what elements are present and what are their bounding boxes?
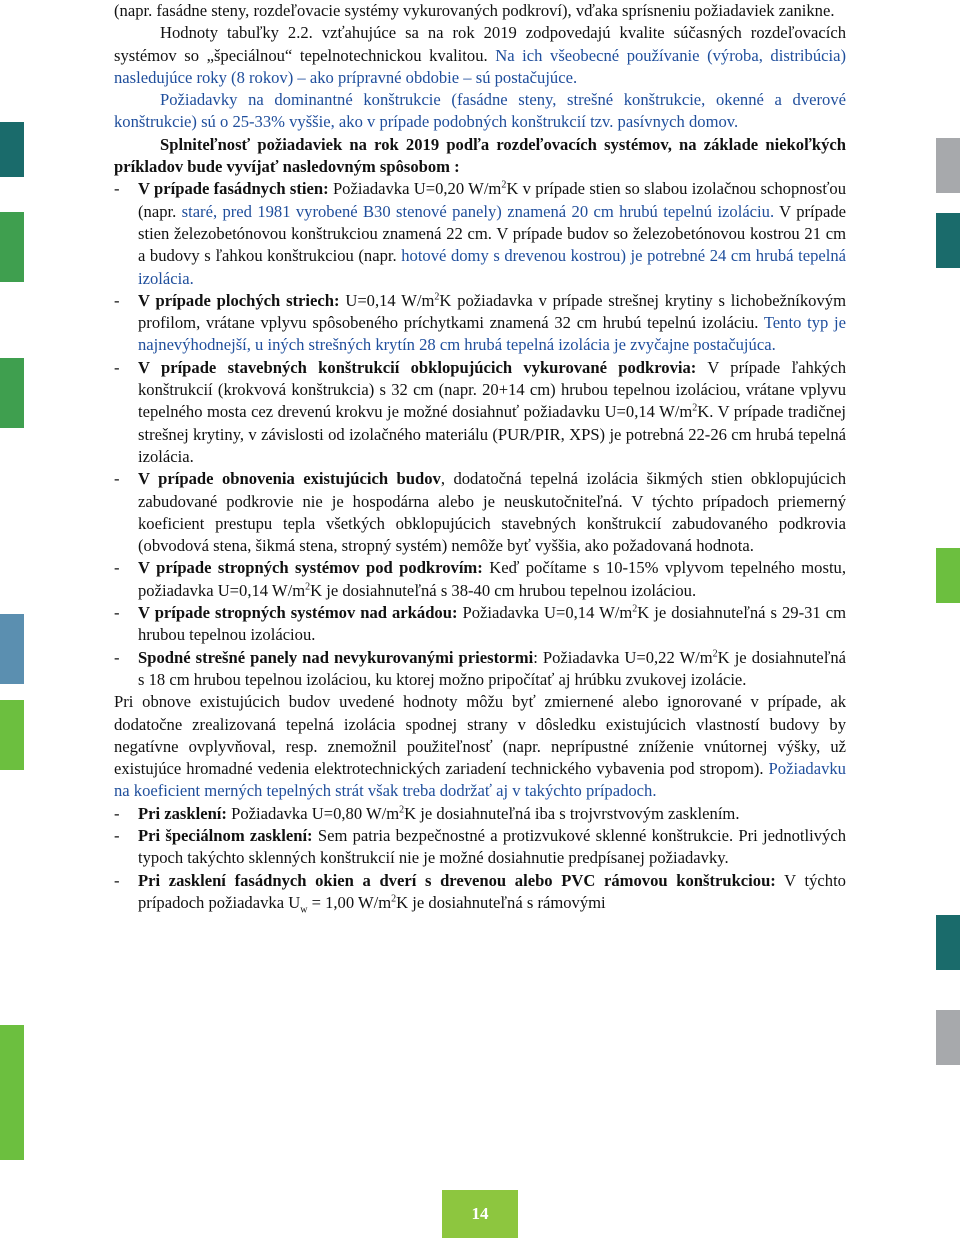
- list-item-title: Pri zasklení fasádnych okien a dverí s drevenou alebo PVC rámovou konštrukciou:: [138, 870, 776, 890]
- list-dash: -: [114, 179, 120, 199]
- list-dash: -: [114, 647, 120, 667]
- requirements-list: [114, 178, 846, 691]
- list-item-text: hotové domy s drevenou kostrou) je potrebné 24 cm hrubá tepelná izolácia.: [138, 246, 847, 288]
- superscript: 2: [434, 291, 440, 303]
- list-item-text: Keď počítame s 10-15% vplyvom tepelného mostu, požiadavka U=0,14 W/m: [138, 558, 846, 600]
- paragraph-2: [114, 22, 846, 89]
- list-item-text: Sem patria bezpečnostné a protizvukové sklenné konštrukcie. Pri jednotlivých typoch takýchto sklenných konštrukcií nie je možné dosiahnutie predpísanej požiadavky.: [138, 825, 846, 868]
- decor-bar-left-green-3: [0, 700, 24, 770]
- list-item-text: K v prípade stien so slabou izolačnou schopnosťou (napr.: [138, 179, 847, 221]
- paragraph-3: Požiadavky na dominantné konštrukcie (fasádne steny, strešné konštrukcie, okenné a dverové konštrukcie) sú o 25-33% vyššie, ako v prípade podobných konštrukcií tzv. pasívnych domov.: [114, 90, 846, 132]
- list-dash: -: [114, 290, 120, 310]
- paragraph-5-b: Požiadavku na koeficient merných tepelných strát však treba dodržať aj v takýchto prípadoch.: [114, 759, 846, 801]
- paragraph-5-a: Pri obnove existujúcich budov uvedené hodnoty môžu byť zmiernené alebo ignorované v prípade, ak dodatočne zrealizovaná tepelná izolácia spodnej strany v dôsledku existujúcich vlastností budovy by negatívne ovplyvňoval, resp. znemožnil použiteľnosť (napr. neprípustné zníženie vnútornej výšky, už existujúce hromadné vedenia elektrotechnických zariadení technického vybavenia pod stropom).: [114, 692, 846, 779]
- superscript: 2: [692, 402, 698, 414]
- decor-bar-left-green-1: [0, 212, 24, 282]
- subscript: w: [300, 904, 308, 916]
- list-dash: -: [114, 870, 120, 890]
- list-item-text: Požiadavka U=0,14 W/m: [457, 603, 633, 623]
- list-item: [114, 870, 846, 915]
- list-item-text: staré, pred 1981 vyrobené B30 stenové panely) znamená 20 cm hrubú tepelnú izoláciu.: [176, 201, 775, 221]
- list-item-text: : Požiadavka U=0,22 W/m: [533, 647, 713, 667]
- list-item-text: Tento typ je najnevýhodnejší, u iných strešných krytín 28 cm hrubá tepelná izolácia je zvyčajne postačujúca.: [138, 313, 847, 355]
- list-item-text: Požiadavka U=0,20 W/m: [328, 179, 502, 199]
- list-item: [114, 803, 846, 825]
- list-item-text: K je dosiahnuteľná s rámovými: [396, 892, 606, 912]
- list-item-text: V týchto prípadoch požiadavka U: [138, 870, 846, 912]
- paragraph-4-heading: Splniteľnosť požiadaviek na rok 2019 podľa rozdeľovacích systémov, na základe niekoľkých príkladov bude vyvíjať nasledovným spôsobom :: [114, 134, 846, 177]
- list-dash: -: [114, 603, 120, 623]
- list-item: [114, 825, 846, 870]
- superscript: 2: [632, 603, 638, 615]
- list-item-text: K je dosiahnuteľná iba s trojvrstvovým zasklením.: [404, 803, 740, 823]
- paragraph-2-b: Na ich všeobecné používanie (výroba, distribúcia) nasledujúce roky (8 rokov) – ako prípravné obdobie – sú postačujúce.: [114, 45, 846, 87]
- list-item-title: Pri zasklení:: [138, 803, 227, 823]
- list-item-title: Spodné strešné panely nad nevykurovanými priestormi: [138, 647, 534, 667]
- glazing-list: [114, 803, 846, 914]
- paragraph-1: (napr. fasádne steny, rozdeľovacie systémy vykurovaných podkroví), vďaka sprísneniu požiadaviek zanikne.: [114, 1, 835, 20]
- list-item-title: V prípade plochých striech:: [138, 290, 340, 310]
- list-item-text: Požiadavka U=0,80 W/m: [226, 803, 400, 823]
- list-item: [114, 178, 846, 289]
- decor-bar-left-blue-1: [0, 614, 24, 684]
- list-item-title: V prípade stropných systémov nad arkádou:: [138, 603, 458, 623]
- list-item-text: K je dosiahnuteľná s 29-31 cm hrubou tepelnou izoláciou.: [138, 603, 846, 645]
- list-item-text: K. V prípade tradičnej strešnej krytiny, v závislosti od izolačného materiálu (PUR/PIR, XPS) je potrebná 22-26 cm hrubá tepelná izolácia.: [138, 402, 847, 466]
- superscript: 2: [399, 804, 405, 816]
- list-dash: -: [114, 469, 120, 489]
- decor-bar-right-grey: [936, 138, 960, 193]
- page-number: 14: [442, 1190, 518, 1238]
- superscript: 2: [305, 581, 311, 593]
- list-item-title: V prípade stavebných konštrukcií obklopujúcich vykurované podkrovia:: [138, 357, 697, 377]
- list-item-text: V prípade stien železobetónovou konštrukciou znamená 22 cm. V prípade budov so železobetónovou kostrou 21 cm a budovy s ľahkou konštrukciou (napr.: [138, 201, 846, 266]
- decor-bar-right-green-1: [936, 548, 960, 603]
- superscript: 2: [501, 179, 507, 191]
- list-dash: -: [114, 825, 120, 845]
- superscript: 2: [391, 893, 397, 905]
- list-item: [114, 468, 846, 557]
- list-item: [114, 647, 846, 692]
- list-item: [114, 557, 846, 602]
- document-body: [114, 0, 846, 914]
- list-item-title: Pri špeciálnom zasklení:: [138, 825, 313, 845]
- decor-bar-left-green-4: [0, 1025, 24, 1160]
- decor-bar-right-teal-1: [936, 213, 960, 268]
- list-item: [114, 357, 846, 468]
- list-item-title: V prípade stropných systémov pod podkrovím:: [138, 558, 483, 578]
- list-item: [114, 602, 846, 647]
- decor-bar-right-grey-2: [936, 1010, 960, 1065]
- superscript: 2: [712, 648, 718, 660]
- decor-bar-left-teal-1: [0, 122, 24, 177]
- list-dash: -: [114, 357, 120, 377]
- paragraph-2-a: Hodnoty tabuľky 2.2. vzťahujúce sa na rok 2019 zodpovedajú kvalite súčasných rozdeľovacích systémov so „špeciálnou“ tepelnotechnickou kvalitou.: [114, 23, 846, 65]
- list-item-text: = 1,00 W/m: [307, 892, 392, 912]
- list-dash: -: [114, 803, 120, 823]
- list-item-text: K je dosiahnuteľná s 38-40 cm hrubou tepelnou izoláciou.: [310, 580, 697, 600]
- list-item-title: V prípade obnovenia existujúcich budov: [138, 469, 441, 489]
- list-item-text: V prípade ľahkých konštrukcií (krokvová konštrukcia) s 32 cm (napr. 20+14 cm) hrubou tepelnou izoláciou, vrátane vplyvu tepelného mosta cez drevenú krokvu je možné dosiahnuť požiadavku U=0,14 W/m: [138, 357, 847, 422]
- decor-bar-left-green-2: [0, 358, 24, 428]
- list-item-text: U=0,14 W/m: [339, 290, 435, 310]
- list-item-text: K je dosiahnuteľná s 18 cm hrubou tepelnou izoláciou, ku ktorej možno pripočítať aj hrúbku zvukovej izolácie.: [138, 647, 846, 689]
- list-item-title: V prípade fasádnych stien:: [138, 179, 329, 199]
- list-dash: -: [114, 558, 120, 578]
- decor-bar-right-teal-2: [936, 915, 960, 970]
- list-item: [114, 290, 846, 357]
- list-item-text: , dodatočná tepelná izolácia šikmých stien obklopujúcich zabudované podkrovie nie je hospodárna alebo je neuskutočniteľná. V týchto prípadoch priemerný koeficient prestupu tepla všetkých obklopujúcich stavebných konštrukcií zabudovaného podkrovia (obvodová stena, šikmá stena, stropný systém) nemôže byť vyššia, ako požadovaná hodnota.: [138, 469, 846, 556]
- paragraph-5: [114, 691, 846, 802]
- list-item-text: K požiadavka v prípade strešnej krytiny s lichobežníkovým profilom, vrátane vplyvu spôsobeného príchytkami znamená 32 cm hrubú tepelnú izoláciu.: [138, 290, 846, 333]
